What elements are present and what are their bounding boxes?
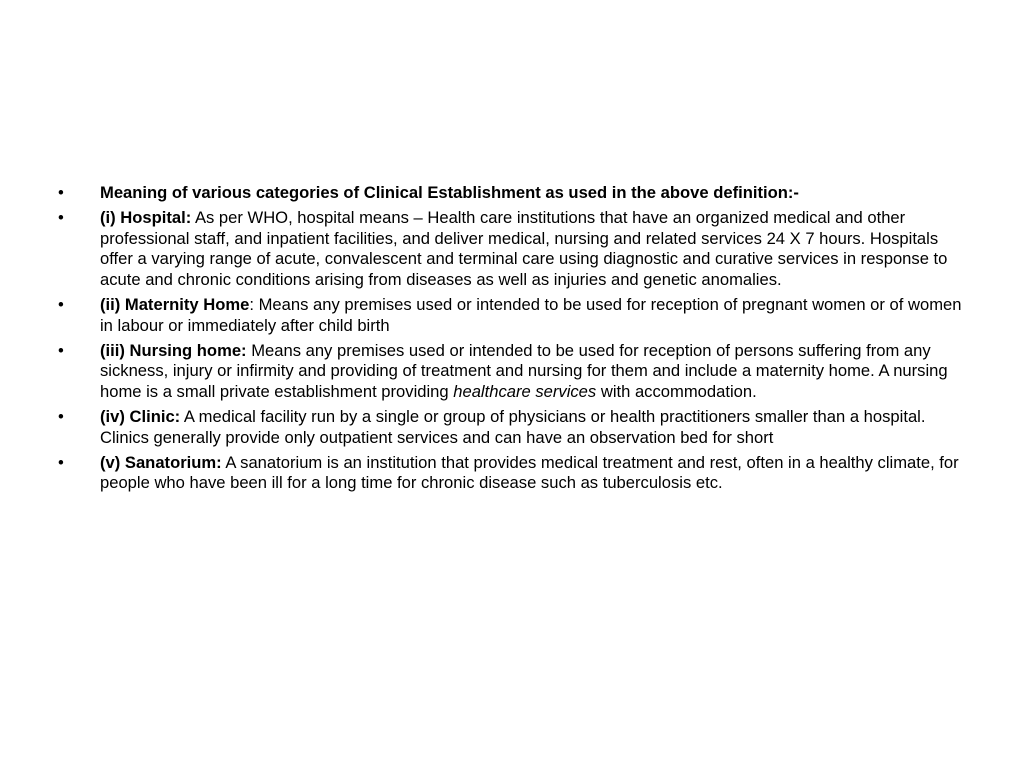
definition-nursing-home-end: with accommodation. (596, 381, 757, 401)
list-item-nursing-home (58, 341, 970, 403)
list-item-maternity-home (58, 295, 970, 336)
term-maternity-home: (ii) Maternity Home (100, 294, 250, 314)
definition-hospital: As per WHO, hospital means – Health care institutions that have an organized medical and other professional staff, and inpatient facilities, and deliver medical, nursing and related services 24 X 7 hours. Hospitals offer a varying range of acute, convalescent and terminal care using diagnostic and curative services in response to acute and chronic conditions arising from diseases as well as injuries and genetic anomalies. (100, 208, 948, 289)
term-hospital: (i) Hospital: (100, 208, 192, 228)
term-nursing-home: (iii) Nursing home: (100, 340, 247, 360)
definition-nursing-home: Means any premises used or intended to be used for reception of persons suffering from any sickness, injury or infirmity and providing of treatment and nursing for them and include a maternity home. A nursing home is a small private establishment providing (100, 340, 948, 401)
definition-sanatorium: A sanatorium is an institution that provides medical treatment and rest, often in a healthy climate, for people who have been ill for a long time for chronic disease such as tuberculosis etc. (100, 452, 959, 493)
list-item-clinic (58, 407, 970, 448)
bullet-list (58, 183, 970, 498)
bullet-icon: • (58, 294, 64, 314)
bullet-icon: • (58, 183, 64, 202)
definition-maternity-home: : Means any premises used or intended to be used for reception of pregnant women or of women in labour or immediately after child birth (100, 294, 962, 335)
bullet-icon: • (58, 340, 64, 360)
bullet-icon: • (58, 406, 64, 426)
list-item-sanatorium (58, 453, 970, 494)
list-item-hospital (58, 208, 970, 290)
section-heading: Meaning of various categories of Clinical Establishment as used in the above definition:- (100, 183, 799, 202)
term-sanatorium: (v) Sanatorium: (100, 452, 222, 472)
list-item-heading (58, 183, 970, 204)
definition-clinic: A medical facility run by a single or group of physicians or health practitioners smaller than a hospital. Clinics generally provide only outpatient services and can have an observation bed for short (100, 406, 926, 447)
term-clinic: (iv) Clinic: (100, 406, 181, 426)
definition-nursing-home-emphasis: healthcare services (453, 381, 597, 401)
bullet-icon: • (58, 208, 64, 228)
bullet-icon: • (58, 452, 64, 472)
